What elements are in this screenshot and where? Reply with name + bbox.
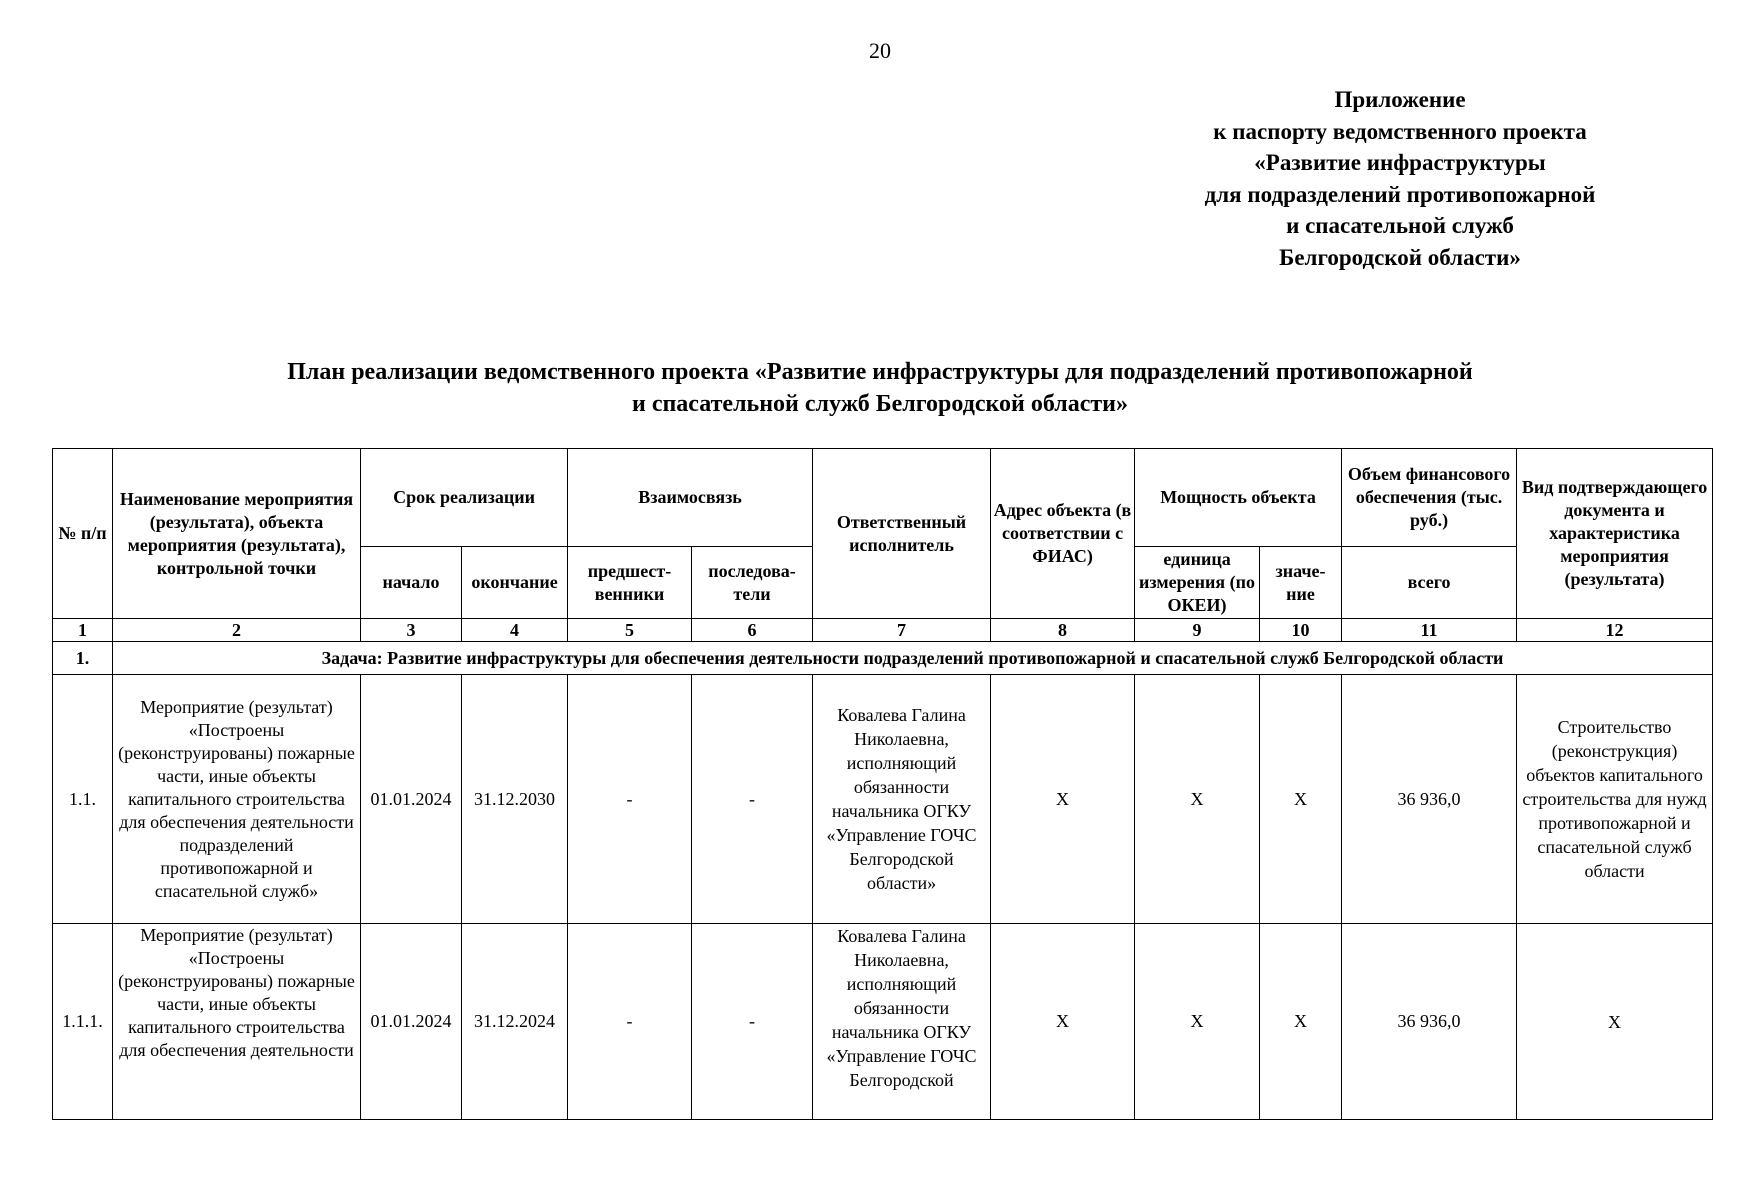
- page-number: 20: [869, 38, 891, 63]
- document-title: [0, 356, 1760, 420]
- column-number: 11: [1342, 619, 1517, 642]
- row-start-date: 01.01.2024: [361, 675, 462, 924]
- row-address: Х: [991, 675, 1135, 924]
- header-link-next: последова-тели: [692, 547, 813, 619]
- row-value: Х: [1260, 675, 1342, 924]
- row-executor: Ковалева Галина Николаевна, исполняющий обязанности начальника ОГКУ «Управление ГОЧС Белгородской области»: [813, 675, 991, 924]
- column-number: 2: [113, 619, 361, 642]
- row-name: Мероприятие (результат) «Построены (реконструированы) пожарные части, иные объекты капитального строительства для обеспечения деятельности: [113, 924, 361, 1120]
- task-text: Задача: Развитие инфраструктуры для обеспечения деятельности подразделений противопожарной и спасательной служб Белгородской области: [113, 642, 1713, 675]
- column-number: 6: [692, 619, 813, 642]
- appendix-header: [1120, 84, 1680, 273]
- row-num: 1.1.: [53, 675, 113, 924]
- table-row: [53, 675, 1713, 924]
- row-address: Х: [991, 924, 1135, 1120]
- appendix-line: к паспорту ведомственного проекта: [1213, 118, 1587, 144]
- row-successors: -: [692, 675, 813, 924]
- column-number: 9: [1135, 619, 1260, 642]
- header-link-prev: предшест-венники: [568, 547, 692, 619]
- appendix-line: для подразделений противопожарной: [1204, 181, 1596, 207]
- document-title-line: План реализации ведомственного проекта «Развитие инфраструктуры для подразделений противопожарной: [287, 359, 1473, 385]
- row-document: Х: [1517, 924, 1713, 1120]
- column-number: 10: [1260, 619, 1342, 642]
- row-end-date: 31.12.2030: [462, 675, 568, 924]
- appendix-line: Белгородской области»: [1279, 244, 1521, 270]
- implementation-plan-table: [52, 448, 1713, 1120]
- appendix-line: Приложение: [1334, 87, 1466, 112]
- row-end-date: 31.12.2024: [462, 924, 568, 1120]
- column-number: 8: [991, 619, 1135, 642]
- row-successors: -: [692, 924, 813, 1120]
- table-row: [53, 924, 1713, 1120]
- row-executor: Ковалева Галина Николаевна, исполняющий обязанности начальника ОГКУ «Управление ГОЧС Белгородской: [813, 924, 991, 1120]
- header-term-end: окончание: [462, 547, 568, 619]
- column-number: 1: [53, 619, 113, 642]
- row-predecessors: -: [568, 675, 692, 924]
- row-unit: Х: [1135, 924, 1260, 1120]
- task-row: [53, 642, 1713, 675]
- row-total: 36 936,0: [1342, 675, 1517, 924]
- header-doc: Вид подтверждающего документа и характеристика мероприятия (результата): [1517, 449, 1713, 619]
- row-num: 1.1.1.: [53, 924, 113, 1120]
- header-finance-total: всего: [1342, 547, 1517, 619]
- header-name: Наименование мероприятия (результата), объекта мероприятия (результата), контрольной точки: [113, 449, 361, 619]
- header-term: Срок реализации: [361, 449, 568, 547]
- row-unit: Х: [1135, 675, 1260, 924]
- appendix-line: и спасательной служб: [1286, 213, 1514, 238]
- row-document: Строительство (реконструкция) объектов капитального строительства для нужд противопожарной и спасательной служб области: [1517, 675, 1713, 924]
- header-link: Взаимосвязь: [568, 449, 813, 547]
- column-number: 4: [462, 619, 568, 642]
- header-num: № п/п: [53, 449, 113, 619]
- header-capacity: Мощность объекта: [1135, 449, 1342, 547]
- header-capacity-value: значе-ние: [1260, 547, 1342, 619]
- column-numbers-row: [53, 619, 1713, 642]
- header-capacity-unit: единица измерения (по ОКЕИ): [1135, 547, 1260, 619]
- appendix-line: «Развитие инфраструктуры: [1254, 150, 1546, 175]
- header-executor: Ответственный исполнитель: [813, 449, 991, 619]
- column-number: 12: [1517, 619, 1713, 642]
- row-value: Х: [1260, 924, 1342, 1120]
- header-term-start: начало: [361, 547, 462, 619]
- task-num: 1.: [53, 642, 113, 675]
- row-predecessors: -: [568, 924, 692, 1120]
- column-number: 5: [568, 619, 692, 642]
- row-total: 36 936,0: [1342, 924, 1517, 1120]
- row-name: Мероприятие (результат) «Построены (реконструированы) пожарные части, иные объекты капитального строительства для обеспечения деятельности подразделений противопожарной и спасательной служб»: [113, 675, 361, 924]
- row-start-date: 01.01.2024: [361, 924, 462, 1120]
- header-finance: Объем финансового обеспечения (тыс. руб.): [1342, 449, 1517, 547]
- header-address: Адрес объекта (в соответствии с ФИАС): [991, 449, 1135, 619]
- document-title-line: и спасательной служб Белгородской области»: [632, 391, 1128, 417]
- column-number: 3: [361, 619, 462, 642]
- column-number: 7: [813, 619, 991, 642]
